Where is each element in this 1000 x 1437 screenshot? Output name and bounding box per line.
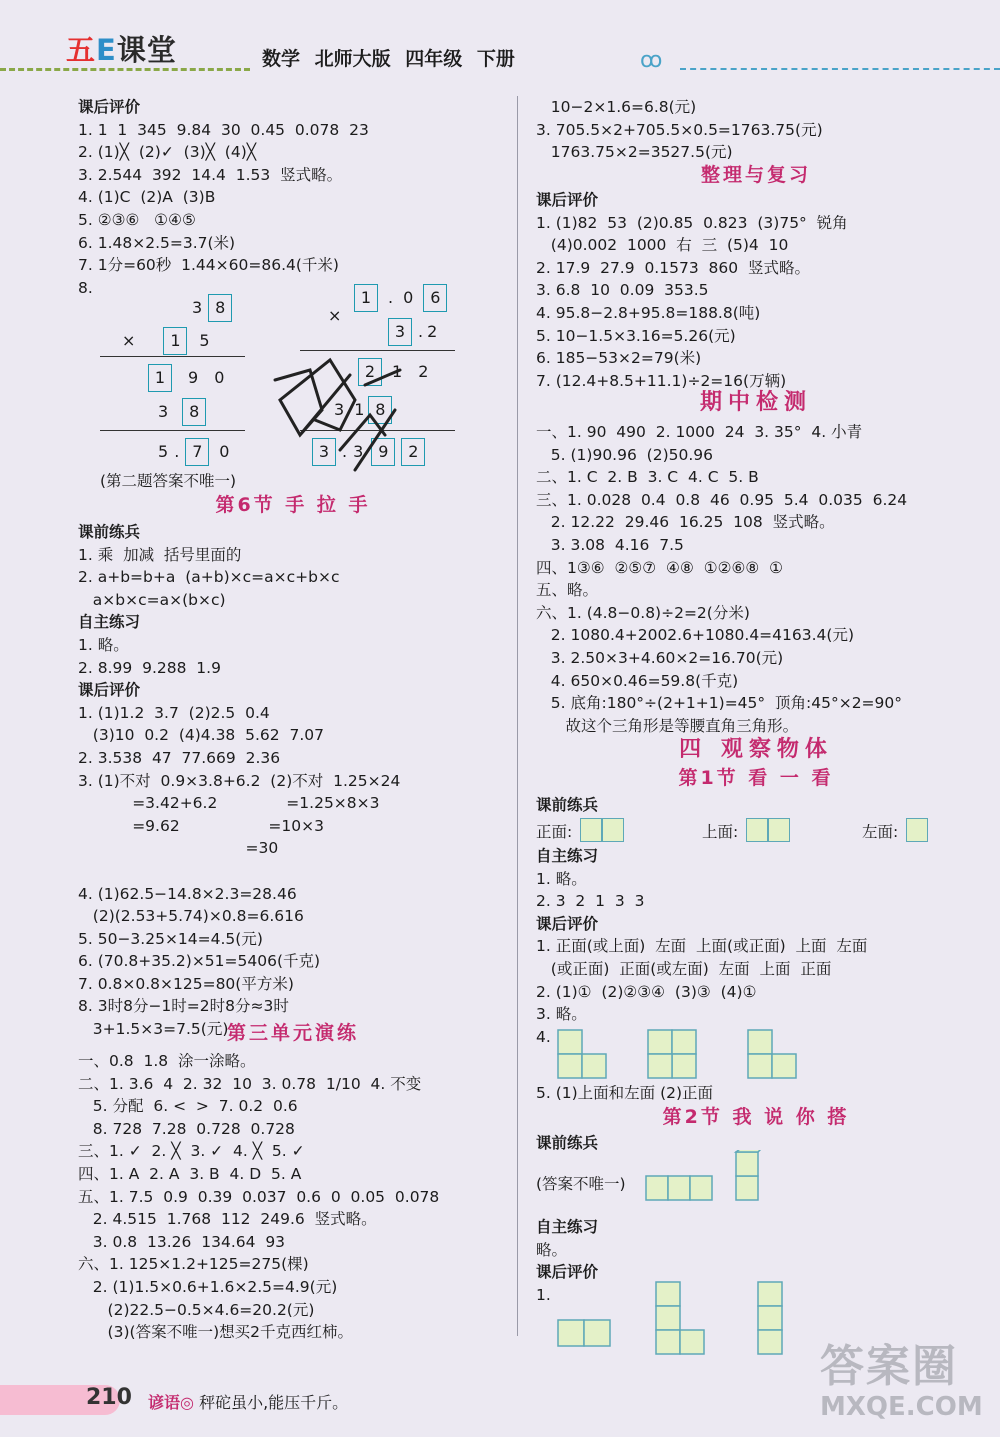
answer-line: 5. 底角:180°÷(2+1+1)=45° 顶角:45°×2=90° [536, 694, 903, 713]
answer-box: 3 [312, 438, 336, 466]
answer-line: 2. 12.22 29.46 16.25 108 竖式略。 [536, 513, 835, 532]
digit: 2 [418, 362, 429, 381]
subsection-heading: 课后评价 [536, 914, 599, 933]
digit: 0 [403, 288, 414, 307]
answer-line: 10−2×1.6=6.8(元) [536, 98, 697, 116]
answer-box: 9 [371, 438, 395, 466]
answer-line: 7. (12.4+8.5+11.1)÷2=16(万辆) [536, 371, 787, 390]
answer-line: 1763.75×2=3527.5(元) [536, 143, 733, 162]
answer-line: 五、略。 [536, 581, 599, 600]
answer-line: 3. 3.08 4.16 7.5 [536, 535, 684, 554]
watermark-url: MXQE.COM [820, 1392, 983, 1422]
answer-line: 2. 17.9 27.9 0.1573 860 竖式略。 [536, 258, 810, 277]
logo-part-2: E [96, 33, 117, 67]
answer-box: 7 [185, 438, 209, 466]
section-title-lesson-4-2: 第2节 我 说 你 搭 [662, 1106, 850, 1128]
answer-box: 8 [182, 398, 206, 426]
page-header [0, 0, 1000, 80]
top-view-blocks [746, 818, 790, 842]
answer-line: 故这个三角形是等腰直角三角形。 [536, 716, 799, 735]
subsection-heading: 课后评价 [536, 191, 599, 209]
answer-line: 五、1. 7.5 0.9 0.39 0.037 0.6 0 0.05 0.078 [78, 1187, 440, 1206]
digit: 0 [214, 368, 225, 387]
answer-line: 2. (1)╳ (2)✓ (3)╳ (4)╳ [78, 143, 257, 162]
subsection-heading: 课后评价 [536, 1263, 599, 1282]
answer-line: 6. 185−53×2=79(米) [536, 349, 702, 368]
section-title-lesson-4-1: 第1节 看 一 看 [678, 767, 834, 789]
answer-line: (2)(2.53+5.74)×0.8=6.616 [78, 907, 304, 926]
answer-line: a×b×c=a×(b×c) [78, 590, 226, 609]
proverb-text: 秤砣虽小,能压千斤。 [199, 1393, 349, 1412]
answer-line: (3)10 0.2 (4)4.38 5.62 7.07 [78, 726, 325, 745]
digit: 9 [188, 368, 199, 387]
page-number: 210 [86, 1385, 132, 1410]
answer-line: 2. 4.515 1.768 112 249.6 竖式略。 [78, 1210, 377, 1229]
answer-box: 3 [388, 318, 412, 346]
header-divider-right [680, 68, 1000, 70]
answer-line: 2. (1)1.5×0.6+1.6×2.5=4.9(元) [78, 1277, 338, 1296]
answer-line: 2. 3.538 47 77.669 2.36 [78, 748, 281, 767]
answer-line: 2. a+b=b+a (a+b)×c=a×c+b×c [78, 568, 340, 587]
answer-line: 3. 6.8 10 0.09 353.5 [536, 281, 709, 300]
digit: 2 [427, 322, 438, 341]
answer-line: 2. 3 2 1 3 3 [536, 892, 645, 911]
answer-box: 1 [354, 284, 378, 312]
note-answer-not-unique-2: (答案不唯一) [536, 1175, 626, 1193]
vertical-multiplication-2: 1 . 0 6 × 3 . 2 2 1 2 3 1 8 3 . 3 9 2 [300, 284, 455, 474]
answer-line: 3. 2.544 392 14.4 1.53 竖式略。 [78, 165, 343, 184]
answer-line: 4. 650×0.46=59.8(千克) [536, 671, 739, 690]
answer-line: 4. (1)C (2)A (3)B [78, 188, 216, 207]
answer-line: 7. 0.8×0.8×125=80(平方米) [78, 974, 294, 993]
left-answers-lesson-6 [78, 521, 508, 1041]
right-answers-midterm [536, 421, 976, 737]
answer-line: 2. 1080.4+2002.6+1080.4=4163.4(元) [536, 626, 854, 645]
answer-line: 二、1. C 2. B 3. C 4. C 5. B [536, 468, 759, 487]
answer-line: 3. 略。 [536, 1005, 587, 1024]
answer-box: 6 [423, 284, 447, 312]
digit: 1 [354, 400, 365, 419]
built-blocks-3d-icon [644, 1150, 764, 1210]
answer-line: 2. (1)① (2)②③④ (3)③ (4)① [536, 982, 757, 1001]
subsection-heading: 课后评价 [78, 98, 141, 116]
handwritten-scribble-icon [270, 340, 420, 480]
left-answers-unit-3 [78, 1050, 508, 1344]
label-pre-practice-2: 课前练兵 [536, 1134, 599, 1152]
proverb-label: 谚语◎ [148, 1393, 194, 1412]
answer-line: 8. 728 7.28 0.728 0.728 [78, 1119, 295, 1138]
answer-line: 二、1. 3.6 4 2. 32 10 3. 0.78 1/10 4. 不变 [78, 1074, 422, 1093]
digit: 5 [199, 331, 210, 350]
answer-line: 六、1. (4.8−0.8)÷2=2(分米) [536, 603, 750, 622]
lesson-4-2-block-shapes [556, 1280, 796, 1356]
answer-line: 5. 10−1.5×3.16=5.26(元) [536, 326, 736, 345]
answer-line: 1. 略。 [536, 869, 587, 888]
brand-logo [66, 28, 177, 69]
unit-title-observe-objects: 四 观察物体 [679, 737, 833, 762]
subsection-heading: 自主练习 [536, 847, 599, 865]
answer-line: (4)0.002 1000 右 三 (5)4 10 [536, 236, 789, 255]
digit: 3 [158, 402, 169, 421]
views-row [536, 818, 976, 844]
answer-box: 8 [368, 396, 392, 424]
sum-rule [100, 430, 245, 431]
answer-line: =30 [78, 839, 279, 858]
header-divider-left [0, 68, 250, 71]
left-answers-top [78, 96, 508, 299]
answer-line: 3. 2.50×3+4.60×2=16.70(元) [536, 648, 784, 667]
answer-line: (3)(答案不唯一)想买2千克西红柿。 [78, 1323, 353, 1342]
section-title-lesson-6: 第6节 手 拉 手 [215, 494, 371, 516]
q5-answer: 5. (1)上面和左面 (2)正面 [536, 1084, 714, 1102]
multiply-rule [100, 356, 245, 357]
left-view-blocks [906, 818, 928, 842]
knot-decoration-icon: ꝏ [640, 48, 663, 73]
front-view-blocks [580, 818, 624, 842]
answer-line: 6. 1.48×2.5=3.7(米) [78, 233, 236, 252]
answer-line: 4. [536, 1027, 551, 1046]
subject-title: 数学 北师大版 四年级 下册 [262, 48, 515, 70]
logo-part-1: 五 [66, 33, 97, 67]
subsection-heading: 课后评价 [78, 681, 141, 700]
digit: 5 [158, 442, 169, 461]
right-answers-lesson-4-1 [536, 845, 976, 1048]
answer-line: 2. 8.99 9.288 1.9 [78, 658, 221, 677]
answer-line: 1. (1)1.2 3.7 (2)2.5 0.4 [78, 703, 270, 722]
digit: 0 [219, 442, 230, 461]
watermark-logo: 答案圈 [820, 1341, 958, 1392]
answer-line: 四、1③⑥ ②⑤⑦ ④⑧ ①②⑥⑧ ① [536, 558, 784, 577]
right-answers-top [536, 96, 976, 164]
answer-line: 1. 正面(或上面) 左面 上面(或正面) 上面 左面 [536, 937, 868, 956]
answer-line: 1. 略。 [78, 635, 129, 654]
logo-part-3: 课堂 [116, 33, 177, 67]
answer-box: 1 [148, 364, 172, 392]
answer-box: 1 [163, 327, 187, 355]
answer-line: 7. 1分=60秒 1.44×60=86.4(千米) [78, 256, 339, 275]
answer-line: 5. 分配 6. < > 7. 0.2 0.6 [78, 1097, 298, 1116]
section-title-midterm: 期中检测 [699, 390, 812, 415]
answer-line: 六、1. 125×1.2+125=275(棵) [78, 1255, 309, 1274]
answer-line: 1. 1 1 345 9.84 30 0.45 0.078 23 [78, 120, 369, 139]
answer-line: 5. 50−3.25×14=4.5(元) [78, 929, 263, 948]
digit: 3 [192, 298, 203, 317]
answer-line: 6. (70.8+35.2)×51=5406(千克) [78, 952, 321, 971]
answer-line: 四、1. A 2. A 3. B 4. D 5. A [78, 1164, 302, 1183]
answer-box: 2 [401, 438, 425, 466]
answer-line: 5. (1)90.96 (2)50.96 [536, 445, 714, 464]
answer-line: 4. 95.8−2.8+95.8=188.8(吨) [536, 303, 761, 322]
label-front-view: 正面: [536, 823, 573, 841]
answer-line: 略。 [536, 1240, 568, 1259]
subsection-heading: 自主练习 [536, 1218, 599, 1236]
label-top-view: 上面: [702, 823, 739, 841]
answer-box: 2 [358, 358, 382, 386]
answer-line: 一、0.8 1.8 涂一涂略。 [78, 1052, 256, 1070]
digit: 3 [353, 442, 364, 461]
label-pre-practice: 课前练兵 [536, 796, 599, 814]
digit: 3 [334, 400, 345, 419]
subsection-heading: 自主练习 [78, 613, 141, 632]
answer-line: 5. ②③⑥ ①④⑤ [78, 210, 196, 229]
answer-line: =3.42+6.2 =1.25×8×3 [78, 794, 380, 813]
section-title-unit-3: 第三单元演练 [226, 1022, 359, 1044]
vertical-multiplication-1: 3 8 × 1 5 1 9 0 3 8 5 . 7 0 [100, 294, 245, 474]
answer-line: 三、1. ✓ 2. ╳ 3. ✓ 4. ╳ 5. ✓ [78, 1142, 305, 1161]
times-sign: × [328, 306, 342, 325]
answer-line: 3. 705.5×2+705.5×0.5=1763.75(元) [536, 120, 823, 139]
note-answer-not-unique: (第二题答案不唯一) [100, 472, 237, 490]
answer-line: 1. [536, 1285, 551, 1304]
answer-line: 8. 3时8分−1时=2时8分≈3时 [78, 997, 289, 1016]
answer-line: (或正面) 正面(或左面) 左面 上面 正面 [536, 959, 832, 978]
q4-block-shapes [556, 1028, 886, 1080]
label-left-view: 左面: [862, 823, 899, 841]
answer-box: 8 [208, 294, 232, 322]
digit: 1 [392, 362, 403, 381]
proverb [148, 1390, 348, 1413]
answer-line: (2)22.5−0.5×4.6=20.2(元) [78, 1300, 315, 1319]
subsection-heading: 课前练兵 [78, 523, 141, 541]
answer-line: 8. [78, 278, 93, 297]
answer-line: 1. 乘 加减 括号里面的 [78, 545, 242, 564]
answer-line: 三、1. 0.028 0.4 0.8 46 0.95 5.4 0.035 6.24 [536, 490, 908, 509]
column-divider [517, 96, 518, 1336]
answer-line: 4. (1)62.5−14.8×2.3=28.46 [78, 884, 297, 903]
answer-line: 1. (1)82 53 (2)0.85 0.823 (3)75° 锐角 [536, 213, 848, 232]
answer-line: 一、1. 90 490 2. 1000 24 3. 35° 4. 小青 [536, 423, 863, 441]
section-title-review: 整理与复习 [700, 164, 811, 186]
answer-line: 3. (1)不对 0.9×3.8+6.2 (2)不对 1.25×24 [78, 771, 401, 790]
answer-line [78, 860, 508, 883]
answer-line: 3. 0.8 13.26 134.64 93 [78, 1232, 286, 1251]
right-answers-review [536, 189, 976, 392]
answer-line: =9.62 =10×3 [78, 816, 324, 835]
times-sign: × [122, 331, 136, 350]
answer-line: 3+1.5×3=7.5(元) [78, 1020, 229, 1039]
